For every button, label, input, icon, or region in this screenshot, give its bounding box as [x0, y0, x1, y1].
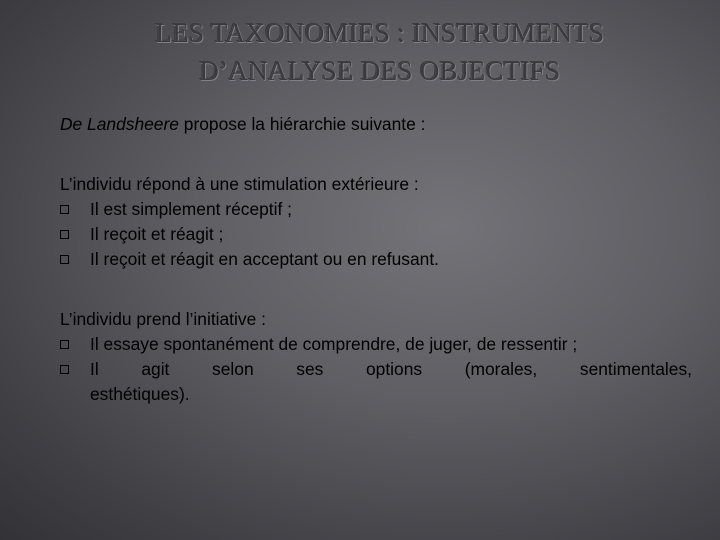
list-item-text: Il est simplement réceptif ; [90, 199, 292, 219]
square-bullet-icon [60, 340, 69, 349]
intro-paragraph [60, 112, 692, 137]
author-name: De Landsheere [60, 114, 179, 134]
square-bullet-icon [60, 230, 69, 239]
group-initiative [60, 307, 692, 407]
group-heading: L’individu répond à une stimulation extérieure : [60, 174, 419, 194]
title-line-1: LES TAXONOMIES : INSTRUMENTS [155, 18, 605, 48]
list-item [60, 222, 692, 247]
title-line-2: D’ANALYSE DES OBJECTIFS [199, 56, 561, 86]
square-bullet-icon [60, 205, 69, 214]
slide-title [60, 14, 700, 90]
list-item-text: Il reçoit et réagit en acceptant ou en refusant. [90, 249, 439, 269]
list-item [60, 357, 692, 407]
list-item [60, 332, 692, 357]
list-item-text: Il agit selon ses options (morales, sentimentales, [90, 359, 692, 379]
square-bullet-icon [60, 255, 69, 264]
intro-text: propose la hiérarchie suivante : [178, 114, 426, 134]
list-item-text-continued: esthétiques). [90, 384, 190, 404]
list-item-text: Il reçoit et réagit ; [90, 224, 224, 244]
group-heading: L’individu prend l’initiative : [60, 309, 266, 329]
square-bullet-icon [60, 365, 69, 374]
group-stimulation [60, 172, 692, 272]
list-item-text: Il essaye spontanément de comprendre, de juger, de ressentir ; [90, 334, 578, 354]
list-item [60, 197, 692, 222]
list-item [60, 247, 692, 272]
slide-body [60, 112, 692, 407]
